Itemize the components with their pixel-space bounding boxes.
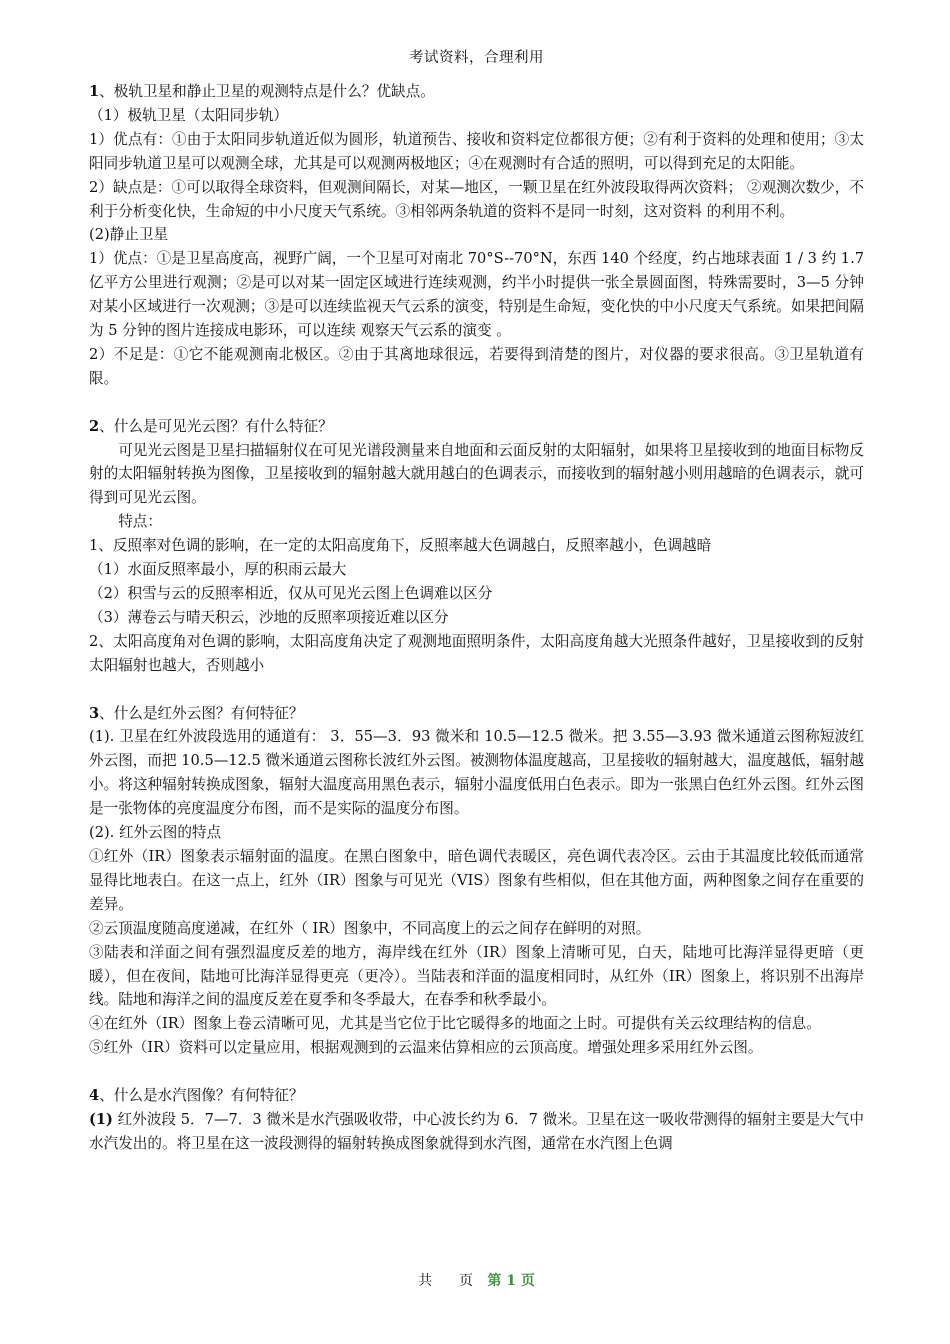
item-number: (1) xyxy=(89,1110,113,1128)
paragraph-text: 1）优点：①是卫星高度高，视野广阔，一个卫星可对南北 70°S--70°N，东西 140 个经度，约占地球表面 1 / 3 约 1.7 亿平方公里进行观测；②是可以对某一固定区域进行连续观测，约半小时提供一张全景圆面图，特殊需要时，3—5 分钟对某小区域进行一次观测；③是可以连续监视天气云系的演变，特别是生命短，变化快的中小尺度天气系统。如果把间隔为 5 分钟的图片连接成电影环，可以连续 观察天气云系的演变 。 xyxy=(89,250,865,340)
paragraph xyxy=(89,104,864,128)
paragraph-text: (2). 红外云图的特点 xyxy=(89,824,222,842)
paragraph xyxy=(89,1012,864,1036)
paragraph-gap xyxy=(89,678,864,702)
paragraph-gap xyxy=(89,391,864,415)
paragraph-text: ④在红外（IR）图象上卷云清晰可见，尤其是当它位于比它暖得多的地面之上时。可提供有关云纹理结构的信息。 xyxy=(89,1015,821,1033)
paragraph-text: ①红外（IR）图象表示辐射面的温度。在黑白图象中，暗色调代表暖区，亮色调代表冷区。云由于其温度比较低而通常显得比地表白。在这一点上，红外（IR）图象与可见光（VIS）图象有些相似，但在其他方面，两种图象之间存在重要的差异。 xyxy=(89,847,864,913)
paragraph xyxy=(89,917,864,941)
paragraph xyxy=(89,223,864,247)
item-number: 2 xyxy=(89,417,100,435)
paragraph xyxy=(89,582,864,606)
paragraph xyxy=(89,439,864,511)
paragraph xyxy=(89,941,864,1013)
paragraph xyxy=(89,534,864,558)
paragraph-text: （2）积雪与云的反照率相近，仅从可见光云图上色调难以区分 xyxy=(89,585,493,603)
paragraph-text: 2）缺点是：①可以取得全球资料，但观测间隔长，对某—地区，一颗卫星在红外波段取得两次资料； ②观测次数少，不利于分析变化快，生命短的中小尺度天气系统。③相邻两条轨道的资料不是同一时刻，这对资料 的利用不利。 xyxy=(89,178,864,220)
footer-page-number: 第 1 页 xyxy=(487,1273,535,1289)
paragraph xyxy=(89,247,864,343)
paragraph-text: 1、反照率对色调的影响，在一定的太阳高度角下，反照率越大色调越白，反照率越小，色调越暗 xyxy=(89,537,712,555)
paragraph-text: 、什么是水汽图像？有何特征？ xyxy=(99,1087,304,1105)
paragraph xyxy=(89,510,864,534)
page-header: 考试资料，合理利用 xyxy=(409,50,544,66)
paragraph-text: 2）不足是：①它不能观测南北极区。②由于其离地球很远，若要得到清楚的图片，对仪器的要求很高。③卫星轨道有限。 xyxy=(89,345,864,387)
paragraph-text: 、极轨卫星和静止卫星的观测特点是什么？优缺点。 xyxy=(99,83,435,100)
paragraph-text: (1). 卫星在红外波段选用的通道有： 3．55—3．93 微米和 10.5—12.5 微米。把 3.55—3.93 微米通道云图称短波红外云图，而把 10.5—12.5 微米通道云图称长波红外云图。被测物体温度越高，卫星接收的辐射越大，温度越低，辐射越小。将这种辐射转换成图象，辐射大温度高用黑色表示，辐射小温度低用白色表示。即为一张黑白色红外云图。红外云图是一张物体的亮度温度分布图，而不是实际的温度分布图。 xyxy=(89,728,864,818)
paragraph-text: (2)静止卫星 xyxy=(89,226,169,244)
paragraph-text: 可见光云图是卫星扫描辐射仪在可见光谱段测量来自地面和云面反射的太阳辐射，如果将卫星接收到的地面目标物反射的太阳辐射转换为图像，卫星接收到的辐射越大就用越白的色调表示，而接收到的辐射越小则用越暗的色调表示，就可得到可见光云图。 xyxy=(89,441,864,507)
paragraph xyxy=(89,1036,864,1060)
question-heading xyxy=(89,80,864,104)
paragraph-text: ⑤红外（IR）资料可以定量应用，根据观测到的云温来估算相应的云顶高度。增强处理多采用红外云图。 xyxy=(89,1039,763,1057)
question-heading xyxy=(89,702,864,726)
paragraph xyxy=(89,606,864,630)
question-heading xyxy=(89,1084,864,1108)
paragraph xyxy=(89,176,864,224)
paragraph-text: （1）水面反照率最小，厚的积雨云最大 xyxy=(89,561,347,579)
question-heading xyxy=(89,415,864,439)
paragraph-text: （3）薄卷云与晴天积云，沙地的反照率项接近难以区分 xyxy=(89,608,449,626)
paragraph-text: ②云顶温度随高度递减，在红外（ IR）图象中，不同高度上的云之间存在鲜明的对照。 xyxy=(89,919,651,937)
paragraph xyxy=(89,343,864,391)
paragraph-text: ③陆表和洋面之间有强烈温度反差的地方，海岸线在红外（IR）图象上清晰可见，白天，陆地可比海洋显得更暗（更暖），但在夜间，陆地可比海洋显得更亮（更冷）。当陆表和洋面的温度相同时，从红外（IR）图象上，将识别不出海岸线。陆地和海洋之间的温度反差在夏季和冬季最大，在春季和秋季最小。 xyxy=(89,943,864,1009)
paragraph-text: 2、太阳高度角对色调的影响，太阳高度角决定了观测地面照明条件，太阳高度角越大光照条件越好，卫星接收到的反射太阳辐射也越大，否则越小 xyxy=(89,632,864,674)
footer-page-label: 页 xyxy=(458,1273,473,1289)
item-number: 1 xyxy=(89,83,100,100)
paragraph-text: 、什么是红外云图？有何特征？ xyxy=(99,704,304,722)
paragraph-text: 1）优点有：①由于太阳同步轨道近似为圆形，轨道预告、接收和资料定位都很方便；②有利于资料的处理和使用；③太阳同步轨道卫星可以观测全球，尤其是可以观测两极地区；④在观测时有合适的照明，可以得到充足的太阳能。 xyxy=(89,130,864,172)
paragraph xyxy=(89,845,864,917)
paragraph xyxy=(89,558,864,582)
paragraph-text: （1）极轨卫星（太阳同步轨） xyxy=(89,106,289,124)
paragraph xyxy=(89,821,864,845)
paragraph-text: 特点： xyxy=(118,513,162,531)
page-footer xyxy=(89,1270,864,1290)
paragraph xyxy=(89,1108,864,1156)
paragraph xyxy=(89,128,864,176)
document-body xyxy=(89,80,864,1156)
paragraph xyxy=(89,630,864,678)
footer-total-label: 共 xyxy=(418,1273,433,1289)
paragraph xyxy=(89,725,864,821)
item-number: 4 xyxy=(89,1087,100,1105)
paragraph-gap xyxy=(89,1060,864,1084)
item-number: 3 xyxy=(89,704,100,722)
paragraph-text: 红外波段 5．7—7．3 微米是水汽强吸收带，中心波长约为 6．7 微米。卫星在这一吸收带测得的辐射主要是大气中水汽发出的。将卫星在这一波段测得的辐射转换成图象就得到水汽图，通常在水汽图上色调 xyxy=(89,1110,864,1152)
paragraph-text: 、什么是可见光云图？有什么特征？ xyxy=(99,417,333,435)
